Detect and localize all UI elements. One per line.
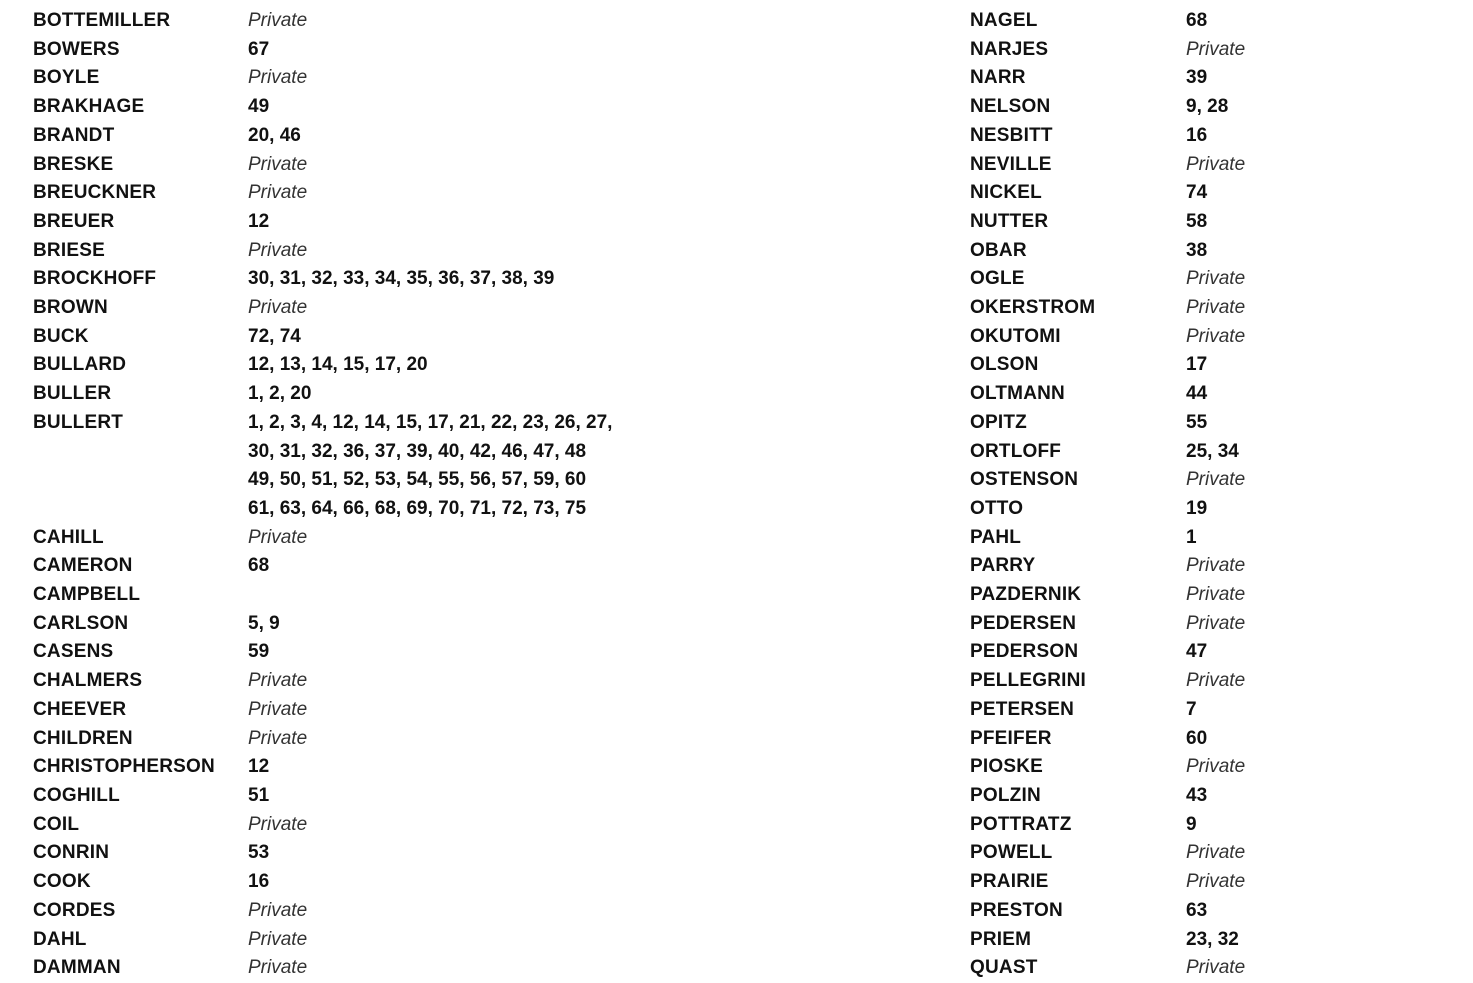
surname: BULLERT — [33, 411, 124, 433]
index-column-right — [970, 7, 1440, 983]
surname: PFEIFER — [970, 727, 1052, 749]
index-entry — [970, 36, 1440, 65]
page-references: 60 — [1186, 727, 1208, 749]
page-references: 68 — [1186, 10, 1208, 31]
surname: PELLEGRINI — [970, 670, 1087, 692]
surname: PAHL — [970, 526, 1022, 548]
index-entry — [33, 725, 673, 754]
surname: COOK — [33, 871, 91, 893]
page-references: Private — [1186, 612, 1246, 634]
surname: OTTO — [970, 497, 1024, 519]
index-entry — [970, 926, 1440, 955]
index-entry — [970, 725, 1440, 754]
index-entry — [33, 581, 673, 610]
surname: BULLER — [33, 383, 112, 405]
surname: BREUER — [33, 210, 115, 232]
page-references: Private — [1186, 670, 1246, 692]
surname: BRANDT — [33, 124, 115, 146]
surname: OLTMANN — [970, 383, 1065, 405]
index-entry — [33, 93, 673, 122]
surname: OSTENSON — [970, 469, 1079, 491]
page-references: 53 — [248, 842, 270, 864]
page-references: 43 — [1186, 784, 1208, 806]
page-references: Private — [248, 153, 308, 175]
page-references: 12 — [248, 756, 270, 778]
index-entry — [970, 753, 1440, 782]
page-references: Private — [1186, 297, 1246, 319]
page-references: Private — [1186, 469, 1246, 491]
surname: NAGEL — [970, 10, 1038, 31]
surname: COIL — [33, 813, 80, 835]
index-entry — [970, 380, 1440, 409]
surname: NUTTER — [970, 210, 1049, 232]
surname: BOTTEMILLER — [33, 10, 171, 31]
surname: PRIEM — [970, 928, 1032, 950]
page-references: Private — [1186, 38, 1246, 60]
index-entry — [33, 265, 673, 294]
index-entry — [970, 495, 1440, 524]
page-references: 59 — [248, 641, 270, 663]
surname: BREUCKNER — [33, 182, 157, 204]
index-entry — [970, 811, 1440, 840]
surname: BOYLE — [33, 67, 100, 89]
page-references: Private — [248, 526, 308, 548]
index-entry — [970, 897, 1440, 926]
surname: OGLE — [970, 268, 1025, 290]
page-references: Private — [1186, 957, 1246, 979]
index-entry — [33, 179, 673, 208]
page-references: Private — [248, 297, 308, 319]
surname: ORTLOFF — [970, 440, 1062, 462]
index-entry — [970, 696, 1440, 725]
page-references: Private — [248, 899, 308, 921]
surname: PAZDERNIK — [970, 584, 1082, 606]
index-entry — [970, 839, 1440, 868]
page-references: Private — [1186, 268, 1246, 290]
index-entry — [33, 409, 673, 524]
index-entry — [970, 438, 1440, 467]
index-entry — [33, 610, 673, 639]
surname: PEDERSEN — [970, 612, 1077, 634]
index-column-left — [33, 7, 673, 983]
index-entry — [33, 351, 673, 380]
page-references: 16 — [248, 871, 270, 893]
page-references: Private — [1186, 153, 1246, 175]
surname: DAHL — [33, 928, 87, 950]
page-references: Private — [248, 239, 308, 261]
surname: NEVILLE — [970, 153, 1052, 175]
page-references: 72, 74 — [248, 325, 301, 347]
index-entry — [33, 868, 673, 897]
surname: CHEEVER — [33, 698, 127, 720]
page-references: 39 — [1186, 67, 1208, 89]
index-entry — [33, 237, 673, 266]
index-entry — [970, 351, 1440, 380]
index-entry — [970, 294, 1440, 323]
page-references: 17 — [1186, 354, 1208, 376]
page-references: 30, 31, 32, 33, 34, 35, 36, 37, 38, 39 — [248, 268, 555, 290]
page-references: 1, 2, 20 — [248, 383, 312, 405]
surname: COGHILL — [33, 784, 120, 806]
surname: PETERSEN — [970, 698, 1075, 720]
index-entry — [33, 667, 673, 696]
page-references: Private — [1186, 756, 1246, 778]
surname: POTTRATZ — [970, 813, 1072, 835]
index-entry — [970, 524, 1440, 553]
index-entry — [970, 868, 1440, 897]
page-references: 1 — [1186, 526, 1197, 548]
page-references: Private — [248, 698, 308, 720]
page-references: Private — [1186, 584, 1246, 606]
page-references: 63 — [1186, 899, 1208, 921]
surname: CASENS — [33, 641, 114, 663]
surname: CHALMERS — [33, 670, 143, 692]
index-entry — [33, 696, 673, 725]
index-entry — [33, 811, 673, 840]
surname: NICKEL — [970, 182, 1042, 204]
index-entry — [970, 323, 1440, 352]
index-entry — [33, 380, 673, 409]
page-references: Private — [248, 928, 308, 950]
page-references: Private — [1186, 325, 1246, 347]
index-entry — [970, 64, 1440, 93]
surname: CHRISTOPHERSON — [33, 756, 215, 778]
surname: DAMMAN — [33, 957, 121, 979]
index-entry — [33, 897, 673, 926]
surname: NARJES — [970, 38, 1049, 60]
surname: QUAST — [970, 957, 1038, 979]
index-entry — [33, 294, 673, 323]
page-references: 19 — [1186, 497, 1208, 519]
page-references: 9 — [1186, 813, 1197, 835]
page-references: 51 — [248, 784, 270, 806]
index-entry — [33, 323, 673, 352]
surname: PRESTON — [970, 899, 1063, 921]
surname: BUCK — [33, 325, 89, 347]
page-references: 9, 28 — [1186, 96, 1229, 118]
surname: BRAKHAGE — [33, 96, 145, 118]
page-references: Private — [1186, 555, 1246, 577]
surname: BROCKHOFF — [33, 268, 157, 290]
page-references: 12 — [248, 210, 270, 232]
index-entry — [33, 782, 673, 811]
surname: CORDES — [33, 899, 116, 921]
index-entry — [33, 839, 673, 868]
page-references: Private — [248, 727, 308, 749]
index-entry — [970, 208, 1440, 237]
index-entry — [33, 638, 673, 667]
surname: CHILDREN — [33, 727, 133, 749]
surname: BROWN — [33, 297, 108, 319]
index-entry — [970, 265, 1440, 294]
page-references: 74 — [1186, 182, 1208, 204]
index-entry — [33, 122, 673, 151]
index-entry — [33, 552, 673, 581]
index-entry — [33, 524, 673, 553]
surname: POLZIN — [970, 784, 1041, 806]
surname: NESBITT — [970, 124, 1053, 146]
surname: OLSON — [970, 354, 1039, 376]
index-entry — [33, 954, 673, 983]
index-entry — [33, 36, 673, 65]
page-references: Private — [248, 182, 308, 204]
page-references: Private — [248, 670, 308, 692]
surname: OKERSTROM — [970, 297, 1096, 319]
index-entry — [970, 610, 1440, 639]
index-entry — [970, 179, 1440, 208]
index-entry — [970, 93, 1440, 122]
page-references: 38 — [1186, 239, 1208, 261]
surname: PARRY — [970, 555, 1036, 577]
index-entry — [970, 409, 1440, 438]
index-entry — [33, 926, 673, 955]
index-entry — [33, 64, 673, 93]
surname: NELSON — [970, 96, 1051, 118]
index-entry — [970, 466, 1440, 495]
page-references: 20, 46 — [248, 124, 301, 146]
surname: CARLSON — [33, 612, 129, 634]
index-entry — [33, 208, 673, 237]
page-references: 23, 32 — [1186, 928, 1239, 950]
surname: CONRIN — [33, 842, 110, 864]
surname: CAMERON — [33, 555, 133, 577]
page-references: 58 — [1186, 210, 1208, 232]
page-references: Private — [248, 67, 308, 89]
page-references: 47 — [1186, 641, 1208, 663]
index-entry — [970, 954, 1440, 983]
surname: PIOSKE — [970, 756, 1043, 778]
index-entry — [970, 151, 1440, 180]
index-entry — [970, 667, 1440, 696]
index-entry — [970, 7, 1440, 36]
index-entry — [33, 151, 673, 180]
surname: NARR — [970, 67, 1026, 89]
page-references: Private — [248, 813, 308, 835]
page-references: Private — [1186, 871, 1246, 893]
page-references: Private — [248, 10, 308, 31]
page-references: Private — [248, 957, 308, 979]
index-entry — [970, 638, 1440, 667]
index-entry — [33, 7, 673, 36]
index-entry — [970, 237, 1440, 266]
page-references: 5, 9 — [248, 612, 280, 634]
surname: OKUTOMI — [970, 325, 1061, 347]
page-references: 44 — [1186, 383, 1208, 405]
index-entry — [33, 753, 673, 782]
page-references: 49 — [248, 96, 270, 118]
page-references: 16 — [1186, 124, 1208, 146]
index-entry — [970, 581, 1440, 610]
page-references: 67 — [248, 38, 270, 60]
index-entry — [970, 782, 1440, 811]
surname: BULLARD — [33, 354, 127, 376]
page-references: 7 — [1186, 698, 1197, 720]
surname: OBAR — [970, 239, 1027, 261]
surname: CAHILL — [33, 526, 104, 548]
index-entry — [970, 122, 1440, 151]
surname: BOWERS — [33, 38, 120, 60]
surname: BRIESE — [33, 239, 105, 261]
page-references: 68 — [248, 555, 270, 577]
surname: PEDERSON — [970, 641, 1079, 663]
page-references: 55 — [1186, 411, 1208, 433]
page-references: Private — [1186, 842, 1246, 864]
surname: BRESKE — [33, 153, 114, 175]
page-references: 25, 34 — [1186, 440, 1239, 462]
surname: CAMPBELL — [33, 584, 141, 606]
surname: OPITZ — [970, 411, 1027, 433]
page-references: 1, 2, 3, 4, 12, 14, 15, 17, 21, 22, 23, 26, 27, 30, 31, 32, 36, 37, 39, 40, 42, 46, 47, 48 49, 50, 51, 52, 53, 54, 55, 56, 57, 59, 60 61, 63, 64, 66, 68, 69, 70, 71, 72, 73, 75 — [248, 411, 613, 519]
index-entry — [970, 552, 1440, 581]
surname: POWELL — [970, 842, 1053, 864]
page-references: 12, 13, 14, 15, 17, 20 — [248, 354, 428, 376]
surname: PRAIRIE — [970, 871, 1049, 893]
